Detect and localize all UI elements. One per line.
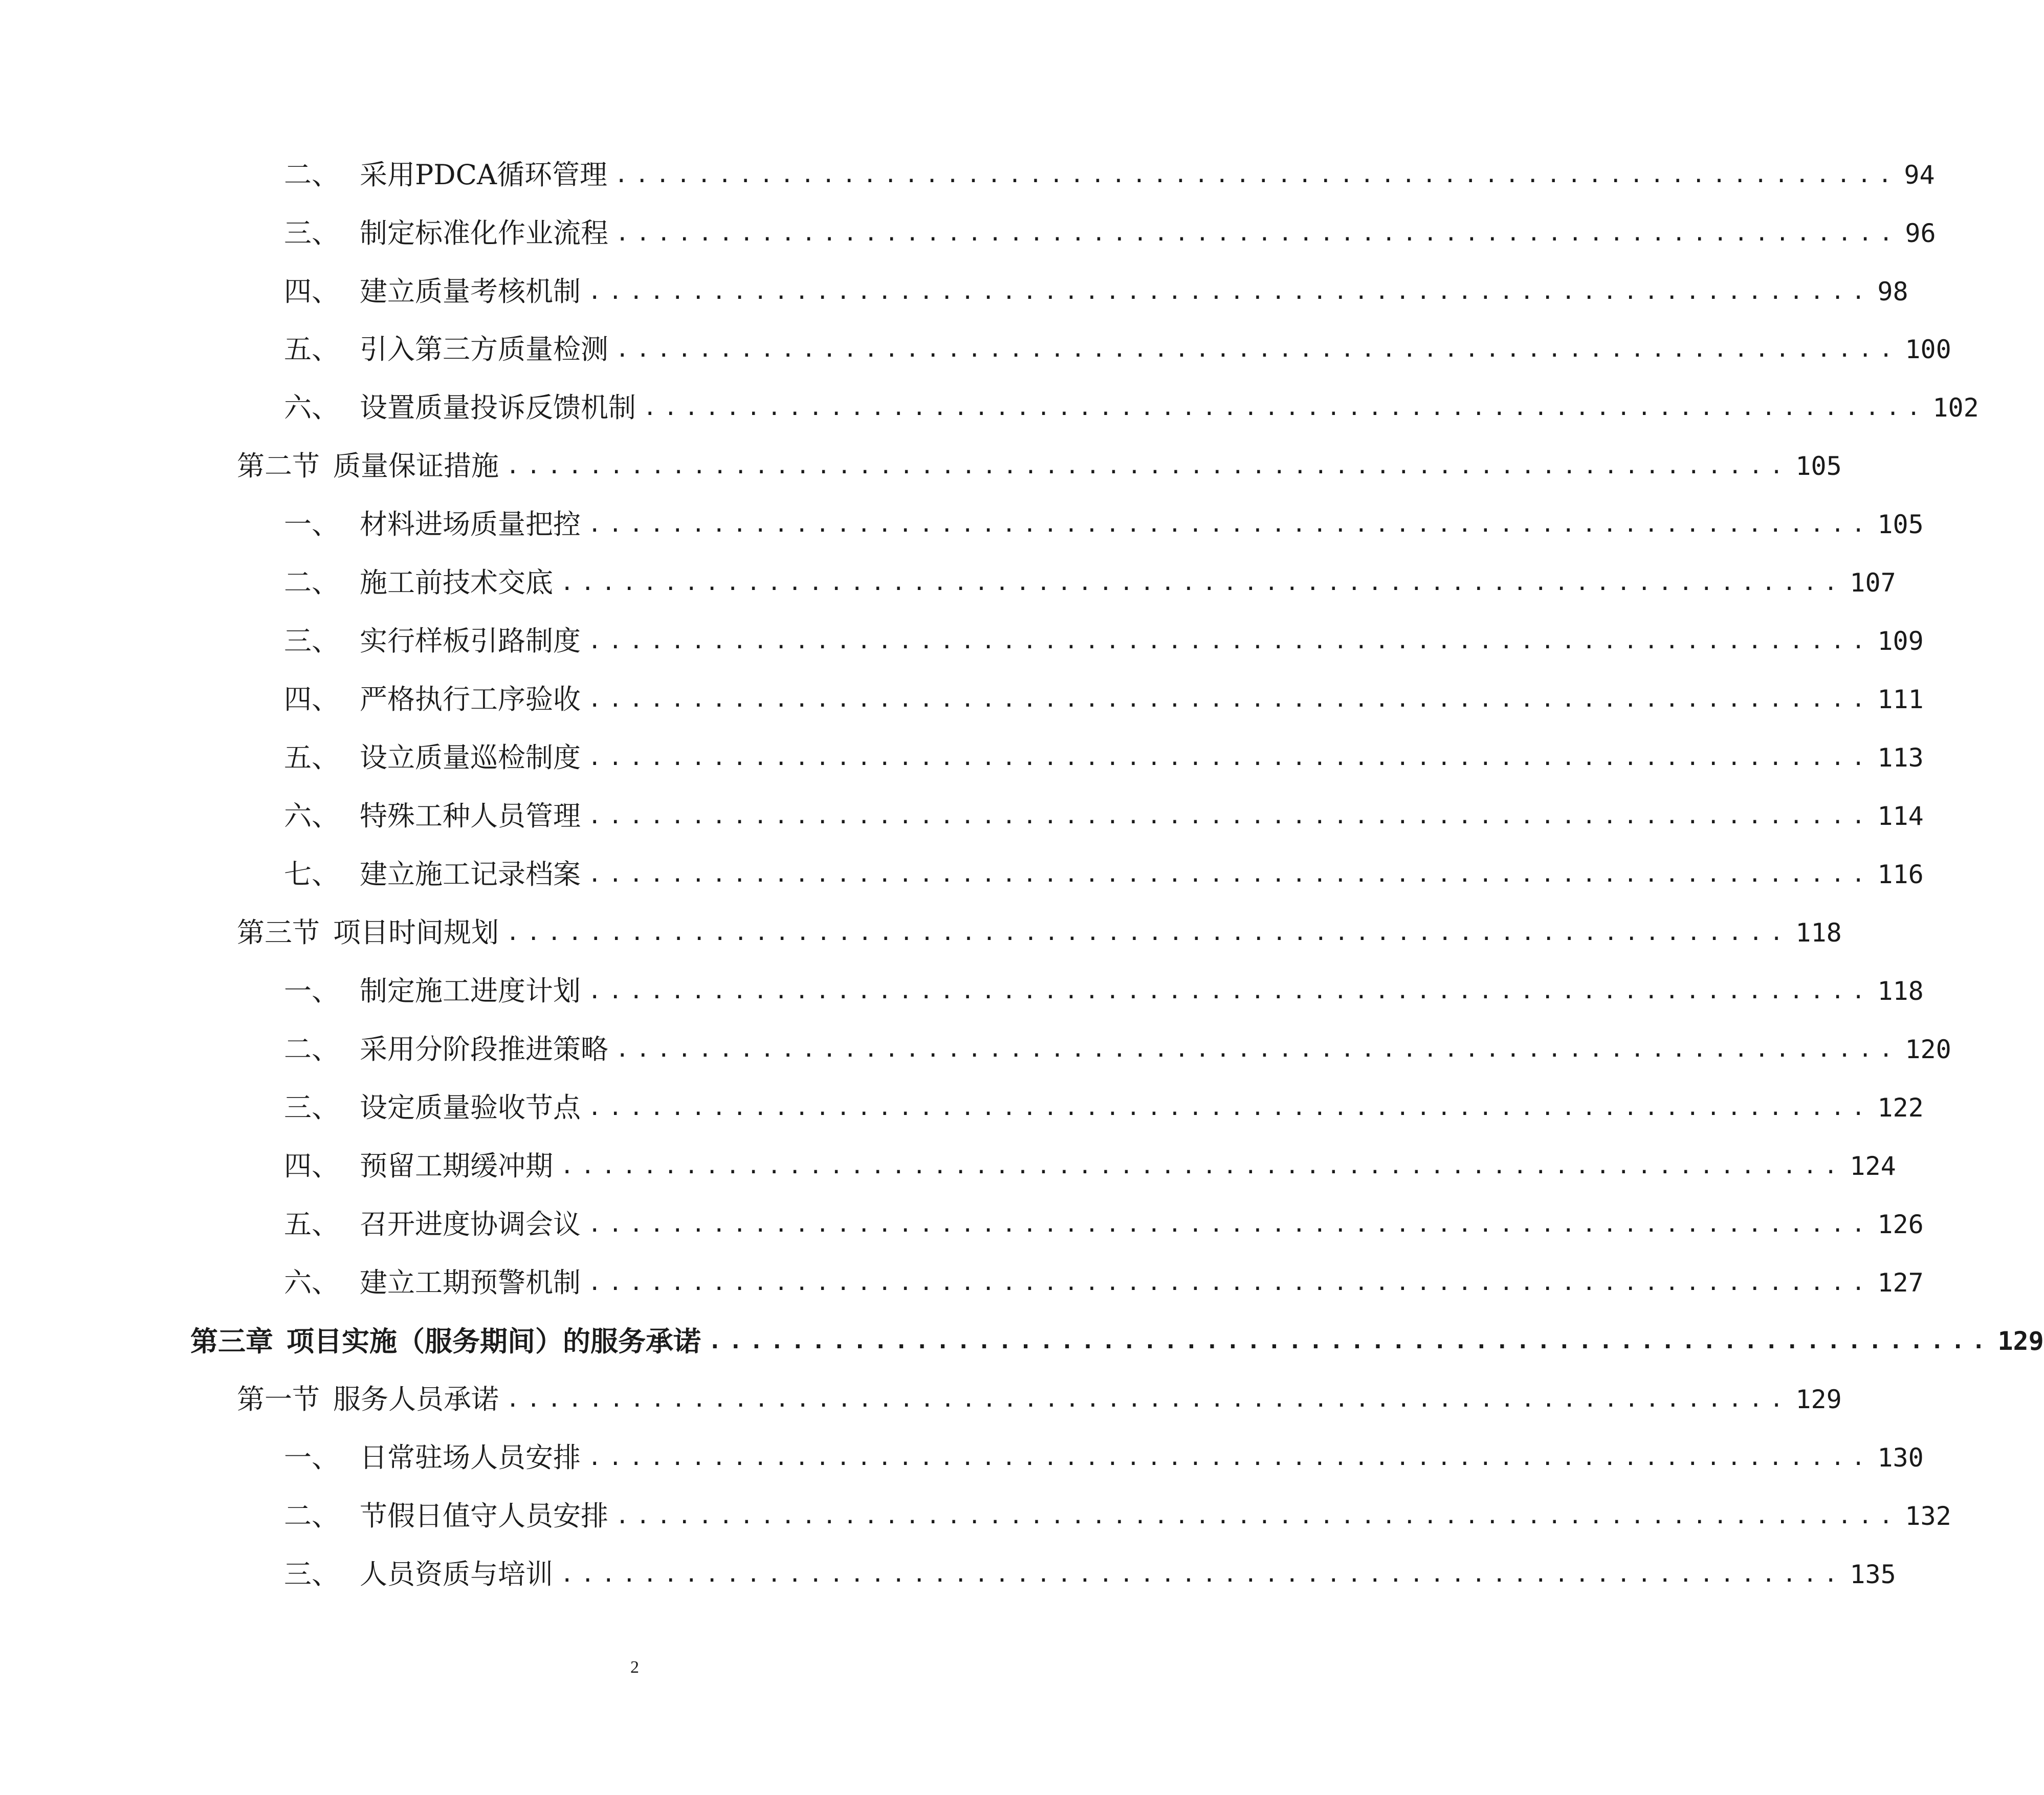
dot-leader: .............................................................. [560, 1153, 1845, 1179]
toc-entry[interactable] [284, 155, 1935, 195]
toc-entry-title: 召开进度协调会议 [360, 1208, 581, 1240]
toc-entry-page: 124 [1850, 1151, 1896, 1181]
dot-leader: .............................................................. [616, 1503, 1900, 1529]
toc-entry[interactable] [284, 213, 1936, 254]
toc-entry-title: 日常驻场人员安排 [360, 1441, 581, 1474]
toc-entry[interactable] [284, 387, 1979, 428]
toc-entry-number: 五、 [284, 333, 339, 365]
toc-entry-number: 第二节 [237, 450, 320, 482]
toc-entry-page: 118 [1795, 918, 1842, 948]
toc-entry-title: 设置质量投诉反馈机制 [360, 391, 636, 424]
toc-entry-page: 127 [1877, 1268, 1924, 1298]
toc-entry-number: 六、 [284, 1266, 339, 1299]
toc-entry-title: 项目时间规划 [333, 916, 499, 949]
dot-leader: .............................................................. [588, 1211, 1873, 1237]
toc-entry[interactable] [284, 854, 1924, 895]
toc-entry-number: 第三章 [190, 1325, 273, 1358]
toc-entry-number: 三、 [284, 1091, 339, 1124]
toc-entry-section[interactable] [237, 446, 1842, 487]
dot-leader: .............................................................. [616, 336, 1900, 362]
dot-leader: .............................................................. [560, 570, 1845, 596]
toc-entry-number: 二、 [284, 566, 339, 599]
dot-leader: .............................................................. [588, 1269, 1873, 1296]
toc-entry-number: 第一节 [237, 1383, 320, 1415]
toc-entry-page: 135 [1850, 1560, 1896, 1589]
toc-entry-page: 120 [1905, 1035, 1951, 1064]
toc-entry-number: 第三节 [237, 916, 320, 949]
toc-entry-page: 116 [1877, 860, 1924, 889]
dot-leader: .............................................................. [506, 920, 1791, 946]
toc-entry-number: 四、 [284, 683, 339, 715]
toc-entry-page: 118 [1877, 976, 1924, 1006]
toc-entry[interactable] [284, 1437, 1924, 1478]
toc-entry-title: 人员资质与培训 [360, 1558, 553, 1590]
toc-entry-number: 五、 [284, 1208, 339, 1240]
toc-entry[interactable] [284, 1029, 1951, 1070]
toc-entry-section[interactable] [237, 912, 1842, 953]
toc-entry-chapter[interactable] [190, 1321, 2044, 1362]
toc-entry-title: 建立质量考核机制 [360, 275, 581, 308]
toc-entry-title: 设定质量验收节点 [360, 1091, 581, 1124]
toc-entry[interactable] [284, 329, 1951, 370]
dot-leader: .............................................................. [708, 1328, 1993, 1354]
toc-entry-page: 107 [1850, 568, 1896, 598]
toc-entry-title: 建立施工记录档案 [360, 858, 581, 890]
toc-entry-title: 制定标准化作业流程 [360, 217, 608, 249]
toc-entry[interactable] [284, 1087, 1924, 1128]
toc-entry-page: 129 [1997, 1326, 2044, 1356]
toc-entry[interactable] [284, 621, 1924, 662]
toc-entry-number: 三、 [284, 625, 339, 657]
toc-entry-number: 二、 [284, 1033, 339, 1065]
toc-entry-number: 七、 [284, 858, 339, 890]
toc-entry-page: 111 [1877, 685, 1924, 714]
toc-entry-page: 129 [1795, 1385, 1842, 1414]
toc-entry-page: 98 [1877, 277, 1908, 307]
toc-entry-page: 114 [1877, 801, 1924, 831]
toc-entry-page: 130 [1877, 1443, 1924, 1473]
toc-entry[interactable] [284, 1496, 1951, 1537]
toc-entry-number: 一、 [284, 1441, 339, 1474]
dot-leader: .............................................................. [588, 511, 1873, 537]
toc-entry-title: 严格执行工序验收 [360, 683, 581, 715]
toc-entry-number: 五、 [284, 741, 339, 774]
toc-entry[interactable] [284, 971, 1924, 1012]
toc-entry-number: 二、 [284, 159, 339, 191]
toc-entry-page: 122 [1877, 1093, 1924, 1123]
toc-entry[interactable] [284, 737, 1924, 778]
toc-entry-page: 126 [1877, 1210, 1924, 1239]
toc-entry-title: 实行样板引路制度 [360, 625, 581, 657]
toc-entry-number: 三、 [284, 217, 339, 249]
toc-entry[interactable] [284, 1204, 1924, 1245]
toc-entry-page: 132 [1905, 1501, 1951, 1531]
toc-entry-number: 一、 [284, 975, 339, 1007]
toc-entry-section[interactable] [237, 1379, 1842, 1420]
toc-entry[interactable] [284, 679, 1924, 720]
toc-entry-number: 四、 [284, 275, 339, 308]
toc-entry-title: 特殊工种人员管理 [360, 800, 581, 832]
toc-entry-title: 节假日值守人员安排 [360, 1500, 608, 1532]
dot-leader: .............................................................. [616, 220, 1900, 246]
dot-leader: .............................................................. [588, 628, 1873, 654]
toc-entry[interactable] [284, 504, 1924, 545]
toc-entry-title: 采用PDCA循环管理 [360, 159, 607, 191]
dot-leader: .............................................................. [506, 1386, 1791, 1412]
toc-entry-page: 96 [1905, 218, 1936, 248]
dot-leader: .............................................................. [588, 1444, 1873, 1471]
toc-entry[interactable] [284, 796, 1924, 837]
toc-entry-title: 设立质量巡检制度 [360, 741, 581, 774]
dot-leader: .............................................................. [588, 745, 1873, 771]
dot-leader: .............................................................. [588, 861, 1873, 887]
toc-entry-title: 引入第三方质量检测 [360, 333, 608, 365]
dot-leader: .............................................................. [588, 686, 1873, 712]
toc-entry-title: 服务人员承诺 [333, 1383, 499, 1415]
dot-leader: .............................................................. [614, 162, 1899, 188]
toc-entry-page: 113 [1877, 743, 1924, 773]
toc-entry[interactable] [284, 562, 1896, 603]
toc-entry[interactable] [284, 271, 1908, 312]
toc-entry-page: 102 [1932, 393, 1979, 423]
toc-entry-number: 一、 [284, 508, 339, 540]
toc-entry-number: 二、 [284, 1500, 339, 1532]
page-number: 2 [630, 1658, 639, 1677]
dot-leader: .............................................................. [588, 278, 1873, 304]
toc-entry-number: 四、 [284, 1150, 339, 1182]
toc-entry-title: 质量保证措施 [333, 450, 499, 482]
toc-entry-title: 建立工期预警机制 [360, 1266, 581, 1299]
toc-entry[interactable] [284, 1262, 1924, 1303]
toc-entry-title: 材料进场质量把控 [360, 508, 581, 540]
dot-leader: .............................................................. [588, 803, 1873, 829]
toc-entry[interactable] [284, 1146, 1896, 1187]
dot-leader: .............................................................. [616, 1036, 1900, 1062]
toc-entry-title: 预留工期缓冲期 [360, 1150, 553, 1182]
toc-entry-page: 94 [1904, 160, 1935, 190]
toc-entry-title: 项目实施（服务期间）的服务承诺 [287, 1325, 701, 1358]
toc-entry-title: 施工前技术交底 [360, 566, 553, 599]
toc-entry-number: 六、 [284, 391, 339, 424]
toc-entry-number: 六、 [284, 800, 339, 832]
toc-entry-title: 制定施工进度计划 [360, 975, 581, 1007]
toc-entry-title: 采用分阶段推进策略 [360, 1033, 608, 1065]
dot-leader: .............................................................. [588, 1094, 1873, 1121]
toc-entry-page: 109 [1877, 626, 1924, 656]
dot-leader: .............................................................. [643, 395, 1928, 421]
dot-leader: .............................................................. [588, 978, 1873, 1004]
toc-entry-page: 105 [1877, 510, 1924, 539]
toc-entry-page: 105 [1795, 451, 1842, 481]
dot-leader: .............................................................. [506, 453, 1791, 479]
toc-entry-number: 三、 [284, 1558, 339, 1590]
toc-entry[interactable] [284, 1554, 1896, 1595]
dot-leader: .............................................................. [560, 1561, 1845, 1587]
toc-entry-page: 100 [1905, 335, 1951, 364]
